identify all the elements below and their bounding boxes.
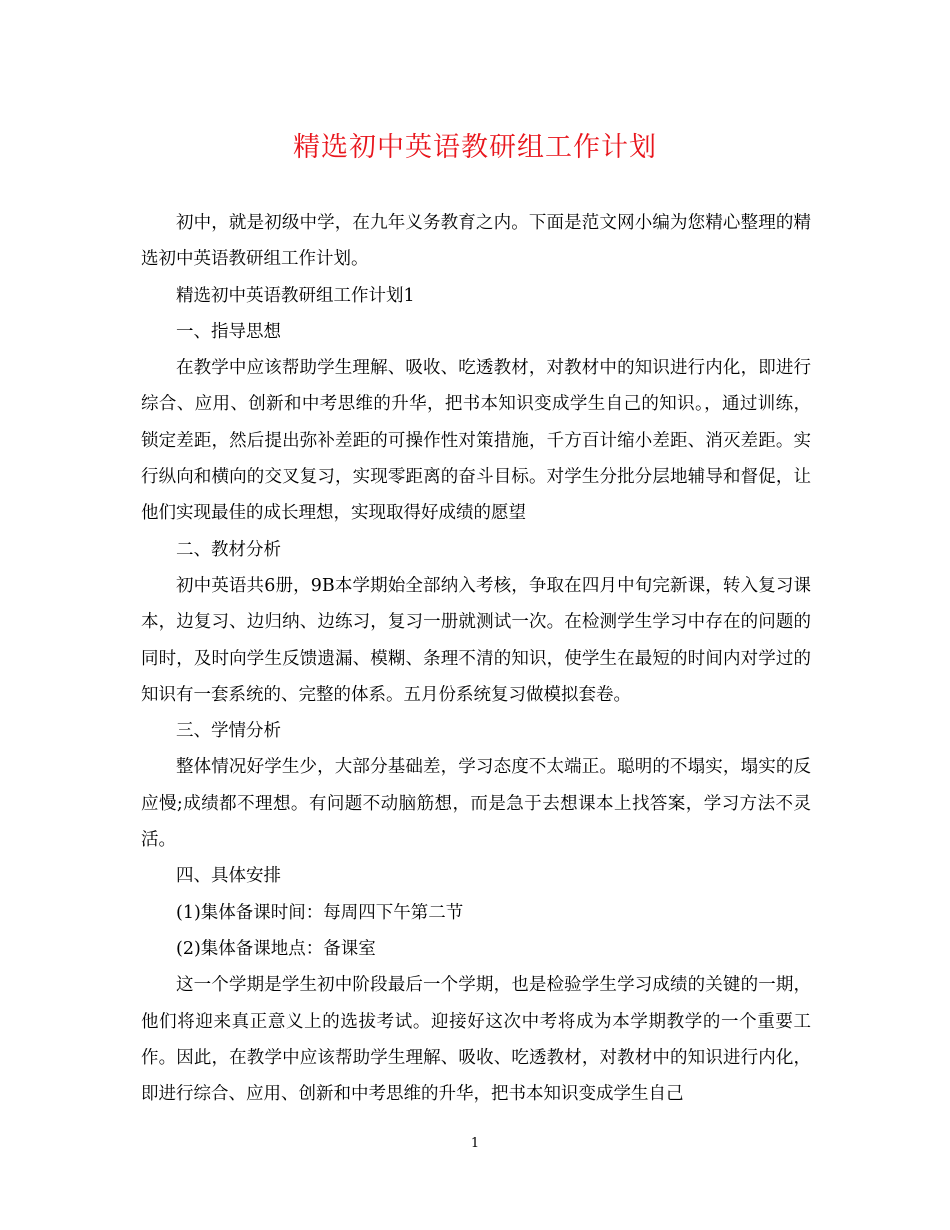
- paragraph-semester: 这一个学期是学生初中阶段最后一个学期，也是检验学生学习成绩的关键的一期，他们将迎来真正意义上的选拔考试。迎接好这次中考将成为本学期教学的一个重要工作。因此，在教学中应该帮助学生理解、吸收、吃透教材，对教材中的知识进行内化，即进行综合、应用、创新和中考思维的升华，把书本知识变成学生自己: [141, 975, 811, 1105]
- paragraph-textbook-analysis: 初中英语共6册，9B本学期始全部纳入考核，争取在四月中旬完新课，转入复习课本，边复习、边归纳、边练习，复习一册就测试一次。在检测学生学习中存在的问题的同时，及时向学生反馈遗漏、模糊、条理不清的知识，使学生在最短的时间内对学过的知识有一套系统的、完整的体系。五月份系统复习做模拟套卷。: [141, 575, 811, 705]
- section-subtitle: 精选初中英语教研组工作计划1: [176, 285, 415, 306]
- heading-arrangement: 四、具体安排: [176, 866, 281, 887]
- heading-textbook-analysis: 二、教材分析: [176, 539, 281, 560]
- heading-guiding-ideology: 一、指导思想: [176, 321, 281, 342]
- page-number: 1: [470, 1136, 480, 1151]
- document-body: [141, 205, 811, 1112]
- arrangement-item-time: (1)集体备课时间：每周四下午第二节: [176, 902, 464, 923]
- document-title: 精选初中英语教研组工作计划: [293, 132, 657, 163]
- paragraph-student-analysis: 整体情况好学生少，大部分基础差，学习态度不太端正。聪明的不塌实，塌实的反应慢;成绩都不理想。有问题不动脑筋想，而是急于去想课本上找答案，学习方法不灵活。: [141, 757, 811, 851]
- heading-student-analysis: 三、学情分析: [176, 721, 281, 742]
- paragraph-guiding-ideology: 在教学中应该帮助学生理解、吸收、吃透教材，对教材中的知识进行内化，即进行综合、应用、创新和中考思维的升华，把书本知识变成学生自己的知识。，通过训练，锁定差距，然后提出弥补差距的可操作性对策措施，千方百计缩小差距、消灭差距。实行纵向和横向的交叉复习，实现零距离的奋斗目标。对学生分批分层地辅导和督促，让他们实现最佳的成长理想，实现取得好成绩的愿望: [141, 358, 811, 524]
- intro-paragraph: 初中，就是初级中学，在九年义务教育之内。下面是范文网小编为您精心整理的精选初中英语教研组工作计划。: [141, 213, 811, 270]
- arrangement-item-location: (2)集体备课地点：备课室: [176, 938, 376, 959]
